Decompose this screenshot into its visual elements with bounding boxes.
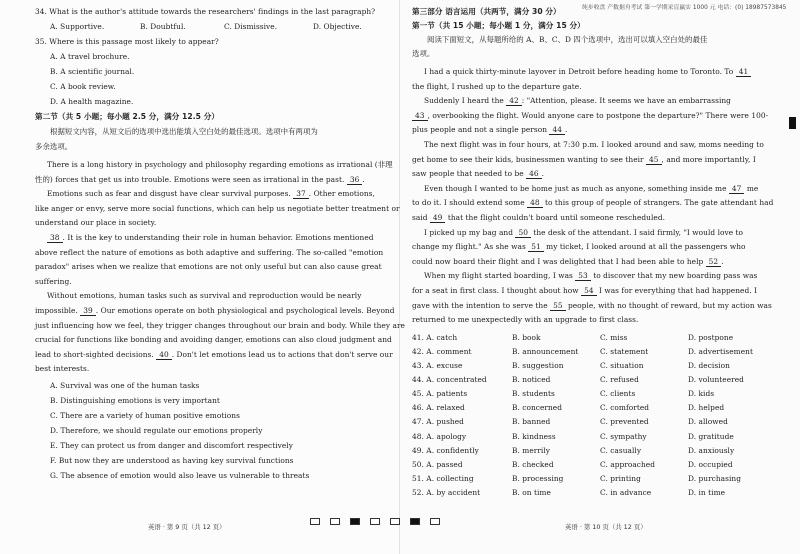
passage-text: . Other emotions, [308,189,375,199]
passage-line [412,301,772,311]
cloze-choice: 52. A. by accident [412,487,481,497]
passage-text: suffering. [35,276,72,286]
passage-line [412,315,638,325]
right-page-footer: 英语 · 第 10 页（共 12 页） [565,523,647,531]
passage-line [424,271,757,281]
passage-text: could now board their flight and I was delighted that I had been able to help [412,256,704,266]
passage-line [412,155,756,165]
passage-text: saw people that needed to be [412,169,524,179]
passage-text: Emotions such as fear and disgust have clear survival purposes. [47,189,291,199]
cloze-choice: 43. A. excuse [412,361,463,370]
passage-text: people, with no thought of reward, but my action was [565,300,772,310]
cloze-choice: D. allowed [688,417,728,427]
passage-line [47,189,375,199]
passage-text: to this group of people of strangers. The gate attendant had [542,198,774,208]
question-35: 35. Where is this passage most likely to appear? [35,37,219,46]
passage-line [424,184,758,194]
left-page-footer: 英语 · 第 9 页（共 12 页） [148,523,226,531]
choice-option: F. But now they are understood as having key survival functions [50,456,294,465]
passage-line [35,335,392,345]
passage-text: 性的) forces that get us into trouble. Emotions were seen as irrational in the past. [35,174,345,184]
passage-text: that the flight couldn't board until someone rescheduled. [445,213,666,222]
cloze-choice: C. in advance [600,487,652,497]
cloze-choice: D. advertisement [688,346,753,356]
passage-line [412,82,582,92]
passage-text: for a seat in first class. I thought about how [412,286,579,295]
cloze-choice: 47. A. pushed [412,417,464,427]
passage-line [412,125,567,135]
passage-text: I had a quick thirty-minute layover in Detroit before heading home to Toronto. To [424,67,734,76]
passage-text: I was for everything that had happened. I [596,286,757,295]
passage-text: the flight, I rushed up to the departure gate. [412,81,582,91]
cloze-choice: B. book [512,332,541,342]
cloze-choice: C. comforted [600,403,650,413]
section-1-title: 第一节（共 15 小题；每小题 1 分，满分 15 分） [412,21,585,30]
cloze-choice: 42. A. comment [412,346,472,356]
passage-line [35,175,365,185]
question-34: 34. What is the author's attitude towards the researchers' findings in the last paragraph? [35,7,376,16]
passage-text: There is a long history in psychology and philosophy regarding emotions as irrational (非理 [47,160,393,169]
q35-option: D. A health magazine. [50,97,134,106]
marker-square [330,518,340,525]
answer-blank: 47 [729,184,745,194]
cloze-choice: 41. A. catch [412,332,458,342]
passage-text: Suddenly I heard the [424,96,504,106]
passage-text: I picked up my bag and [424,227,514,237]
cloze-choice: C. situation [600,361,644,370]
cloze-choice: C. sympathy [600,431,647,441]
answer-blank: 48 [527,198,543,208]
cloze-choice: D. anxiously [688,445,735,455]
passage-text: . Our emotions operate on both physiological and psychological levels. Beyond [95,306,395,315]
passage-line [47,160,393,170]
cloze-choice: D. kids [688,389,715,399]
cloze-choice: C. casually [600,445,642,455]
passage-text: . It is the key to understanding their role in human behavior. Emotions mentioned [62,233,374,242]
choice-option: G. The absence of emotion would also leave us vulnerable to threats [50,471,310,480]
passage-text: like anger or envy, serve more social functions, which can help us negotiate better treatment or [35,203,400,213]
cloze-choice: B. announcement [512,346,579,356]
marker-square [370,518,380,525]
cloze-choice: 51. A. collecting [412,473,474,483]
passage-line [412,286,757,296]
page-marker-strip [310,518,490,528]
passage-line [424,67,751,77]
cloze-choice: C. refused [600,375,639,385]
cloze-choice: B. noticed [512,375,551,385]
answer-blank: 54 [581,286,597,296]
cloze-choice: 45. A. patients [412,389,468,399]
answer-blank: 44 [549,125,565,135]
cloze-choice: B. processing [512,473,564,483]
answer-blank: 40 [156,350,172,360]
passage-line [412,257,724,267]
part-3-title: 第三部分 语言运用（共两节，满分 30 分） [412,7,561,16]
cloze-choice: B. banned [512,417,551,427]
passage-text: best interests. [35,364,90,374]
passage-line [35,262,382,272]
passage-text: . [721,256,724,266]
passage-text: to do it. I should extend some [412,198,525,208]
answer-blank: 53 [575,271,591,281]
cloze-choice: D. gratitude [688,431,734,441]
passage-line [424,228,743,238]
section-1-instructions: 选项。 [412,49,435,58]
passage-text: When my flight started boarding, I was [424,271,573,281]
cloze-choice: C. printing [600,473,641,483]
passage-text: gave with the intention to serve the [412,300,548,310]
passage-text: get home to see their kids, businessmen wanting to see their [412,154,644,164]
answer-blank: 42 [506,96,522,106]
passage-line [35,277,72,287]
passage-line [35,364,89,374]
answer-blank: 55 [550,301,566,311]
passage-text: my ticket, I looked around at all the passengers who [543,242,746,252]
passage-line [424,96,731,106]
answer-blank: 37 [293,189,309,199]
cloze-choice: D. decision [688,361,730,370]
q35-option: C. A book review. [50,82,116,91]
cloze-choice: 50. A. passed [412,459,463,469]
passage-text: . [541,169,544,179]
answer-blank: 43 [412,111,428,121]
section-2-title: 第二节（共 5 小题；每小题 2.5 分，满分 12.5 分） [35,112,219,121]
cloze-choice: B. checked [512,459,554,469]
passage-line [35,248,383,258]
choice-option: A. Survival was one of the human tasks [50,381,200,390]
section-1-instructions: 阅读下面短文，从每题所给的 A、B、C、D 四个选项中，选出可以填入空白处的最佳 [427,35,708,44]
passage-text: The next flight was in four hours, at 7:30 p.m. I looked around and saw, moms needing to [424,140,764,149]
marker-square [350,518,360,525]
cloze-choice: 48. A. apology [412,431,467,441]
cloze-choice: C. approached [600,459,656,469]
answer-blank: 41 [736,67,752,77]
passage-line [412,213,665,223]
passage-text: change my flight." As she was [412,242,526,252]
passage-line [412,111,768,121]
passage-line [424,140,764,150]
cloze-choice: D. in time [688,487,726,497]
passage-text: the desk of the attendant. I said firmly, "I would love to [530,227,744,237]
q35-option: A. A travel brochure. [50,52,130,61]
q34-option: C. Dismissive. [224,22,278,31]
section-2-instructions: 多余选项。 [35,142,73,151]
passage-line [412,198,773,208]
cloze-choice: 49. A. confidently [412,445,479,455]
passage-line [412,242,746,252]
passage-text: understand our place in society. [35,218,157,228]
cloze-choice: D. purchasing [688,473,741,483]
choice-option: C. There are a variety of human positive emotions [50,411,240,420]
marker-square [410,518,420,525]
passage-text: lead to short-sighted decisions. [35,349,154,359]
margin-marker [789,117,796,129]
passage-text: returned to me unexpectedly with an upgrade to first class. [412,315,639,325]
q34-option: D. Objective. [313,22,362,31]
cloze-choice: B. suggestion [512,361,564,370]
passage-text: above reflect the nature of emotions as both adaptive and suffering. The so-called "emotion [35,247,384,257]
passage-line [35,350,393,360]
passage-line [35,306,395,316]
passage-text: plus people and not a single person [412,125,548,135]
choice-option: D. Therefore, we should regulate our emotions properly [50,426,263,435]
cloze-choice: C. prevented [600,417,649,427]
passage-text: . Don't let emotions lead us to actions that don't serve our [171,349,393,359]
cloze-choice: 44. A. concentrated [412,375,487,385]
q35-option: B. A scientific journal. [50,67,135,76]
cloze-choice: B. kindness [512,431,556,441]
passage-line [412,169,544,179]
passage-text: said [412,213,428,222]
choice-option: E. They can protect us from danger and discomfort respectively [50,441,293,450]
cloze-choice: D. occupied [688,459,733,469]
passage-text: to discover that my new boarding pass was [590,271,758,281]
choice-option: B. Distinguishing emotions is very important [50,396,220,405]
passage-text: Even though I wanted to be home just as much as anyone, something inside me [424,183,727,193]
cloze-choice: C. miss [600,332,628,342]
cloze-choice: 46. A. relaxed [412,403,465,413]
answer-blank: 36 [347,175,363,185]
passage-text: . [362,174,365,184]
marker-square [390,518,400,525]
section-2-instructions: 根据短文内容，从短文后的选项中选出能填入空白处的最佳选项。选项中有两项为 [50,127,318,136]
answer-blank: 45 [646,155,662,165]
passage-text: Without emotions, human tasks such as survival and reproduction would be nearly [47,291,362,301]
passage-text: crucial for functions like bonding and avoiding danger, emotions can also cloud judgment and [35,335,392,345]
cloze-choice: C. statement [600,346,649,356]
cloze-choice: B. merrily [512,445,550,455]
answer-blank: 52 [706,257,722,267]
passage-text: , overbooking the flight. Would anyone care to postpone the departure?" There were 100- [427,110,769,120]
cloze-choice: D. volunteered [688,375,744,385]
cloze-choice: C. clients [600,389,636,399]
passage-text: paradox" arises when we realize that emotions are not only useful but can also cause great [35,262,382,272]
q34-option: A. Supportive. [50,22,105,31]
cloze-choice: D. helped [688,403,725,413]
cloze-choice: B. students [512,389,555,399]
cloze-choice: B. concerned [512,403,562,413]
answer-blank: 38 [47,233,63,243]
cloze-choice: D. postpone [688,332,734,342]
passage-line [35,204,400,214]
header-contact: 纯步收盘 产数据舟考试 第一学期采盲赢实 1000 元 电话：(0) 18987573845 [582,5,787,11]
answer-blank: 50 [515,228,531,238]
page-fold [399,0,400,554]
passage-line [47,291,361,301]
passage-text: impossible. [35,306,78,315]
passage-text: , and more importantly, I [661,154,756,164]
passage-line [35,321,405,331]
passage-text: : "Attention, please. It seems we have an embarrassing [521,96,731,106]
answer-blank: 49 [430,213,446,223]
answer-blank: 39 [80,306,96,316]
answer-blank: 46 [526,169,542,179]
q34-option: B. Doubtful. [140,22,186,31]
cloze-choice: B. on time [512,487,551,497]
passage-text: just influencing how we feel, they trigger changes throughout our brain and body. While they are [35,320,405,330]
marker-square [310,518,320,525]
answer-blank: 51 [528,242,544,252]
passage-text: . [564,125,568,135]
marker-square [430,518,440,525]
passage-line [47,233,374,243]
passage-text: me [744,183,759,193]
passage-line [35,218,156,228]
